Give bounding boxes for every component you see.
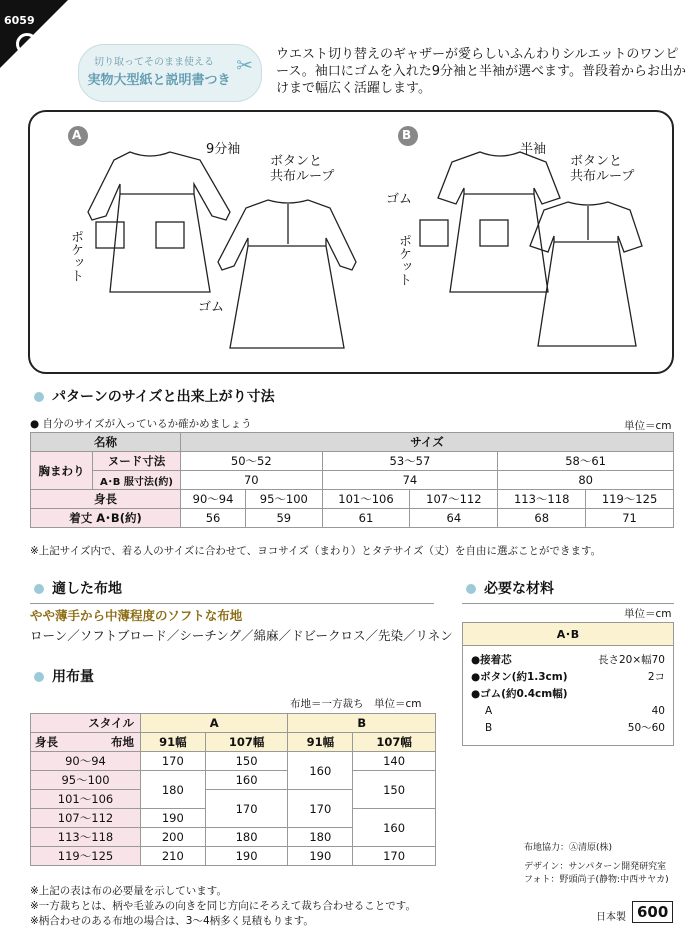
style-a-mark: A: [72, 128, 82, 142]
bullet-icon: [466, 584, 476, 594]
b-sleeve-label: 半袖: [520, 142, 547, 157]
cut-badge-line1: 切り取ってそのまま使える: [94, 57, 214, 68]
b91-cell: 180: [288, 828, 353, 847]
style-label: スタイル: [31, 714, 141, 733]
length-val: 59: [246, 509, 322, 528]
b91-cell: 170: [288, 790, 353, 828]
a91-cell: 200: [141, 828, 206, 847]
a107-cell: 190: [205, 847, 288, 866]
b107-cell: 150: [353, 771, 436, 809]
size-section-heading: [34, 386, 275, 406]
illustration-box: [28, 110, 674, 374]
a107-cell: 160: [205, 771, 288, 790]
corner-triangle: [0, 0, 68, 68]
a-107-header: 107幅: [205, 733, 288, 752]
a-91-header: 91幅: [141, 733, 206, 752]
size-note: ● 自分のサイズが入っているか確かめましょう: [30, 418, 252, 430]
material-item: [471, 703, 665, 720]
b107-cell: 140: [353, 752, 436, 771]
yardage-note: ※柄合わせのある布地の場合は、3〜4柄多く見積もります。: [30, 915, 314, 927]
yardage-note: ※一方裁ちとは、柄や毛並みの向きを同じ方向にそろえて裁ち合わせることです。: [30, 900, 416, 912]
chest-label: 胸まわり: [31, 452, 93, 490]
yardage-b-header: B: [288, 714, 436, 733]
materials-unit: 単位＝cm: [624, 608, 672, 620]
yardage-row-height: 113〜118: [31, 828, 141, 847]
height-val: 90〜94: [181, 490, 246, 509]
fabric-heading-text: 適した布地: [52, 581, 122, 597]
yardage-note: ※上記の表は布の必要量を示しています。: [30, 885, 227, 897]
yardage-row-height: 119〜125: [31, 847, 141, 866]
b-pocket-label: ポケット: [396, 234, 411, 286]
material-item: [471, 720, 665, 737]
b107-cell: 160: [353, 809, 436, 847]
material-value: 50〜60: [627, 722, 665, 734]
material-item: [471, 652, 665, 669]
height-val: 101〜106: [322, 490, 410, 509]
made-in-japan: 日本製: [596, 912, 626, 923]
a91-cell: 190: [141, 809, 206, 828]
material-value: 2コ: [647, 671, 665, 683]
materials-heading: [466, 578, 554, 598]
a107-cell: 150: [205, 752, 288, 771]
material-name: A: [485, 705, 493, 717]
yardage-heading-text: 用布量: [52, 669, 94, 685]
materials-list: [463, 646, 673, 743]
length-val: 56: [181, 509, 246, 528]
a91-cell: 170: [141, 752, 206, 771]
material-item: [471, 686, 665, 703]
style-b-mark: B: [402, 128, 412, 142]
yardage-row-height: 107〜112: [31, 809, 141, 828]
bullet-icon: [34, 392, 44, 402]
size-table: [30, 432, 674, 528]
height-val: 113〜118: [498, 490, 586, 509]
fabric-list: ローン／ソフトブロード／シーチング／綿麻／ドビークロス／先染／リネン: [30, 628, 453, 643]
garment-val: 74: [322, 471, 498, 490]
material-item: [471, 669, 665, 686]
a107-cell: 180: [205, 828, 288, 847]
length-val: 71: [586, 509, 674, 528]
garment-val: 70: [181, 471, 323, 490]
b-gom-label: ゴム: [386, 192, 413, 207]
fabric-heading: [34, 578, 122, 598]
bullet-icon: [34, 584, 44, 594]
cut-badge: [78, 44, 262, 102]
pattern-number: 6059: [4, 14, 35, 27]
yardage-unit: 布地＝一方裁ち 単位＝cm: [290, 698, 422, 710]
nude-val: 50〜52: [181, 452, 323, 471]
fabric-width-label: [31, 733, 141, 752]
a91-cell: 210: [141, 847, 206, 866]
material-value: 40: [651, 705, 665, 717]
bullet-icon: [34, 672, 44, 682]
a-pocket-label: ポケット: [68, 230, 83, 282]
b91-cell: 190: [288, 847, 353, 866]
height-val: 95〜100: [246, 490, 322, 509]
size-footnote: ※上記サイズ内で、着る人のサイズに合わせて、ヨコサイズ（まわり）とタテサイズ（丈）を自由に選ぶことができます。: [30, 545, 602, 557]
intro-text: ウエスト切り替えのギャザーが愛らしいふんわりシルエットのワンピース。袖口にゴムを入れた9分袖と半袖が選べます。普段着からお出かけまで幅広く活躍します。: [276, 47, 686, 96]
materials-heading-text: 必要な材料: [484, 581, 554, 597]
yardage-a-header: A: [141, 714, 288, 733]
material-name: ●ゴム(約0.4cm幅): [471, 688, 568, 700]
scissors-icon: ✂: [236, 53, 253, 77]
fabric-sub: やや薄手から中薄程度のソフトな布地: [30, 608, 243, 623]
b107-cell: 170: [353, 847, 436, 866]
fabric-col-label: 布地: [111, 735, 134, 749]
yardage-heading: [34, 666, 94, 686]
size-unit: 単位＝cm: [624, 420, 672, 432]
b-button-label: ボタンと 共布ループ: [570, 154, 635, 184]
brand-logo-icon: [16, 33, 38, 55]
b-107-header: 107幅: [353, 733, 436, 752]
yardage-row-height: 90〜94: [31, 752, 141, 771]
credit-photo: フォト：野頭尚子(静物:中西サヤカ): [524, 875, 669, 885]
material-name: ●接着芯: [471, 654, 512, 666]
yardage-table: [30, 713, 436, 866]
length-val: 64: [410, 509, 498, 528]
size-heading-text: パターンのサイズと出来上がり寸法: [52, 389, 275, 405]
a-button-label: ボタンと 共布ループ: [270, 154, 335, 184]
length-val: 68: [498, 509, 586, 528]
height-label: 身長: [31, 490, 181, 509]
nude-label: ヌード寸法: [93, 452, 181, 471]
fabric-divider: [30, 603, 434, 604]
size-table-name-header: 名称: [31, 433, 181, 452]
yardage-notes: [30, 884, 416, 929]
credit-fabric: 布地協力：Ⓐ清原(株): [524, 843, 613, 853]
length-val: 61: [322, 509, 410, 528]
b91-cell: 160: [288, 752, 353, 790]
height-val: 107〜112: [410, 490, 498, 509]
price-box: 600: [632, 901, 673, 923]
size-note-text: 自分のサイズが入っているか確かめましょう: [42, 418, 252, 430]
materials-box: [462, 622, 674, 746]
garment-drawings: [30, 112, 672, 372]
yardage-row-height: 101〜106: [31, 790, 141, 809]
height-col-label: 身長: [35, 735, 58, 749]
material-name: ●ボタン(約1.3cm): [471, 671, 568, 683]
nude-val: 58〜61: [498, 452, 674, 471]
a91-cell: 180: [141, 771, 206, 809]
garment-label: A･B 服寸法(約): [93, 471, 181, 490]
materials-ab-header: A･B: [463, 623, 673, 646]
nude-val: 53〜57: [322, 452, 498, 471]
height-val: 119〜125: [586, 490, 674, 509]
material-value: 長さ20×幅70: [597, 654, 665, 666]
size-table-size-header: サイズ: [181, 433, 674, 452]
a-sleeve-label: 9分袖: [206, 142, 241, 157]
materials-divider: [462, 603, 674, 604]
length-label: 着丈 A･B(約): [31, 509, 181, 528]
a-gom-label: ゴム: [198, 300, 225, 315]
yardage-row-height: 95〜100: [31, 771, 141, 790]
garment-val: 80: [498, 471, 674, 490]
material-name: B: [485, 722, 493, 734]
b-91-header: 91幅: [288, 733, 353, 752]
cut-badge-line2: 実物大型紙と説明書つき: [87, 73, 231, 88]
credit-design: デザイン：サンパターン開発研究室: [524, 862, 667, 872]
a107-cell: 170: [205, 790, 288, 828]
credits: [524, 842, 669, 887]
